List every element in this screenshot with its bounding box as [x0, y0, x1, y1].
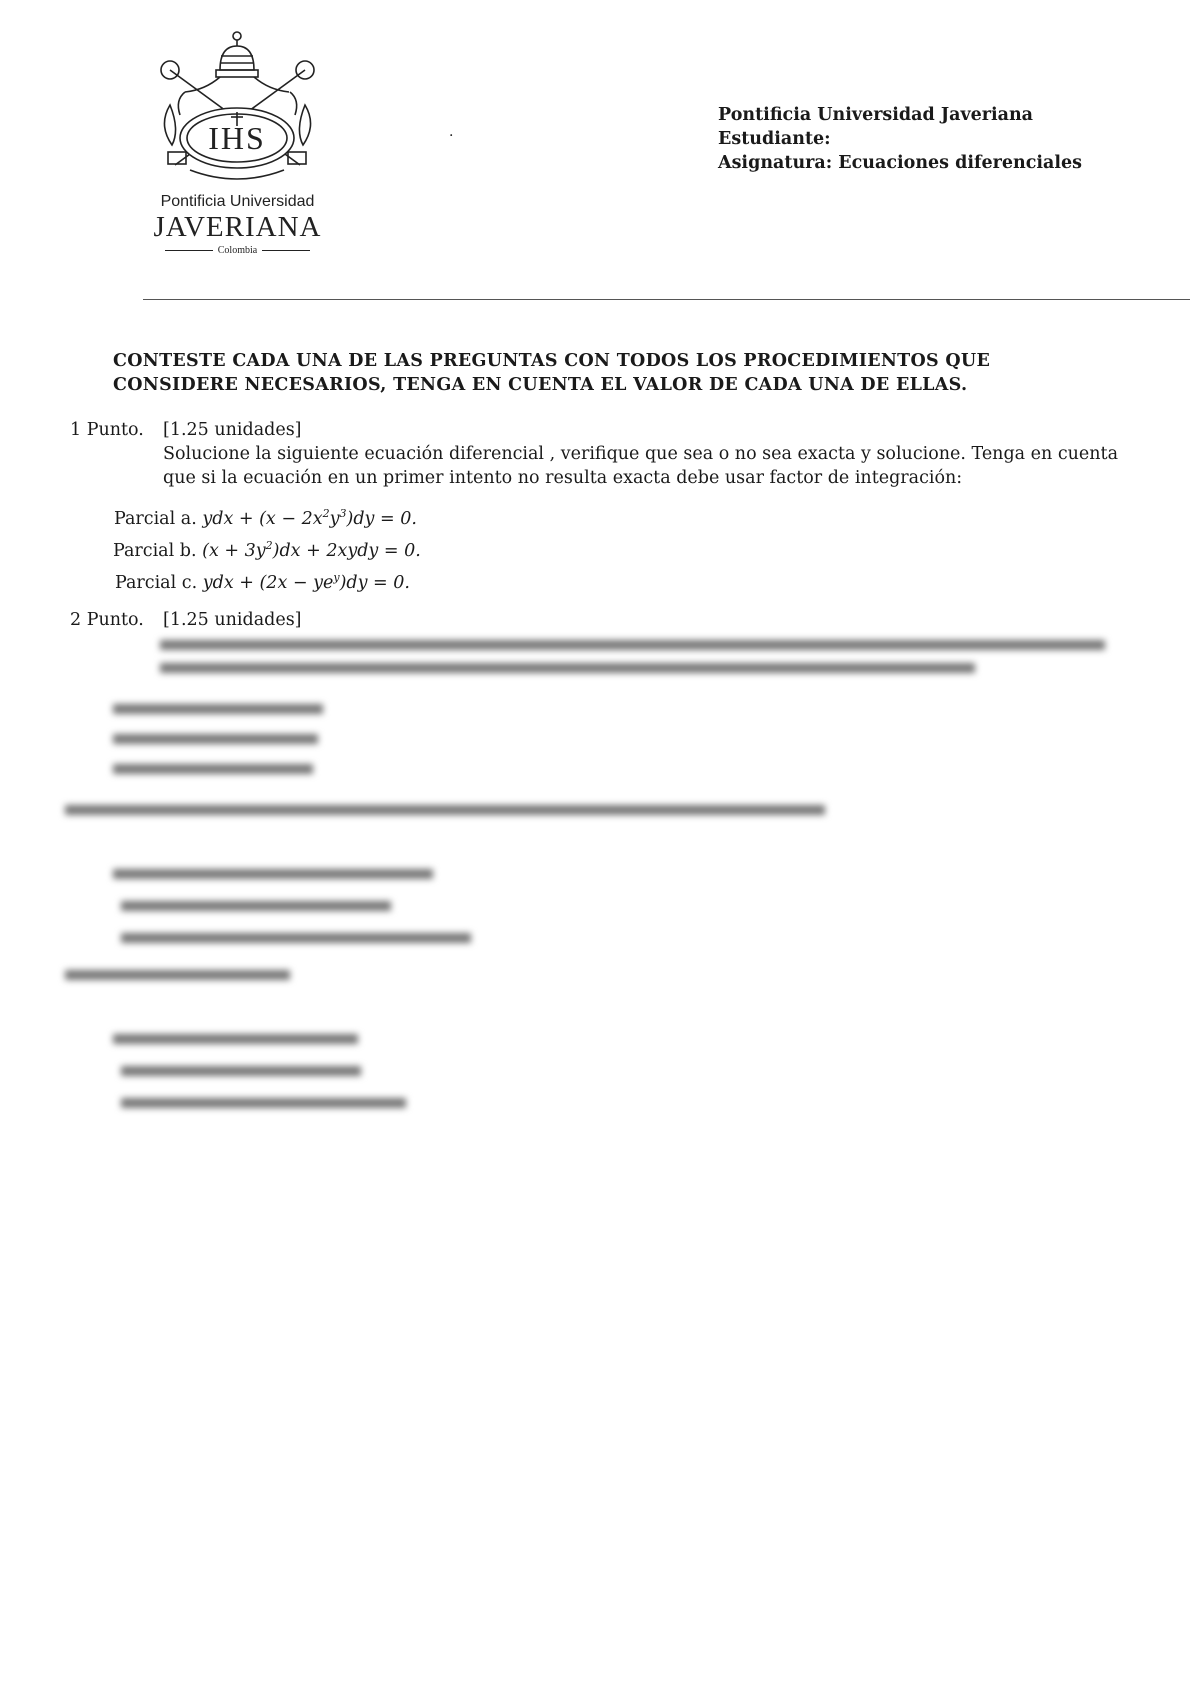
problem-1-part-a [114, 507, 417, 529]
part-b-equation: $(x + 3y^2)dx$ + 2xydy = 0. [202, 539, 421, 561]
problem-2-units: [1.25 unidades] [163, 610, 302, 630]
problem-1-units: [1.25 unidades] [163, 420, 302, 440]
header-dot: · [449, 128, 454, 144]
part-b-label: Parcial b. [113, 540, 197, 561]
blurred-problem-2-text [160, 635, 1110, 679]
instructions-line-2: CONSIDERE NECESARIOS, TENGA EN CUENTA EL VALOR DE CADA UNA DE ELLAS. [113, 375, 968, 395]
problem-1-label: 1 Punto. [70, 420, 144, 440]
instructions-line-1: CONTESTE CADA UNA DE LAS PREGUNTAS CON TODOS LOS PROCEDIMIENTOS QUE [113, 351, 991, 371]
problem-2-label: 2 Punto. [70, 610, 144, 630]
svg-text:IHS: IHS [208, 120, 266, 156]
blurred-problem-4-heading [65, 970, 295, 984]
header-divider [143, 299, 1190, 300]
university-crest-icon [150, 30, 325, 190]
blurred-problem-2-parts [113, 700, 323, 780]
problem-1-text [163, 442, 1119, 490]
university-name: Pontificia Universidad Javeriana [718, 105, 1034, 125]
problem-1-part-b [113, 539, 421, 561]
logo-university-line: Pontificia Universidad [160, 193, 315, 210]
part-a-label: Parcial a. [114, 508, 197, 529]
part-c-label: Parcial c. [115, 572, 198, 593]
blurred-problem-3-heading [65, 805, 825, 819]
student-label: Estudiante: [718, 129, 831, 149]
university-logo [150, 30, 325, 255]
logo-name-line: JAVERIANA [153, 211, 322, 243]
blurred-problem-4-parts [113, 1030, 413, 1120]
instructions [113, 349, 1103, 397]
part-a-equation: ydx + $(x - 2x^2y^3)dy = 0$. [202, 507, 417, 529]
header-info [718, 103, 1082, 175]
logo-country-line: Colombia [150, 245, 325, 256]
blurred-problem-3-parts [113, 865, 473, 955]
part-c-equation: ydx + $(2x - ye^y)dy = 0$. [202, 571, 410, 593]
problem-1-text-line-1: Solucione la siguiente ecuación diferencial , verifique que sea o no sea exacta y solucione. Tenga en cuenta [163, 444, 1119, 464]
problem-1-part-c [115, 571, 410, 593]
problem-1-text-line-2: que si la ecuación en un primer intento no resulta exacta debe usar factor de integración: [163, 468, 963, 488]
subject-label: Asignatura: Ecuaciones diferenciales [718, 153, 1083, 173]
